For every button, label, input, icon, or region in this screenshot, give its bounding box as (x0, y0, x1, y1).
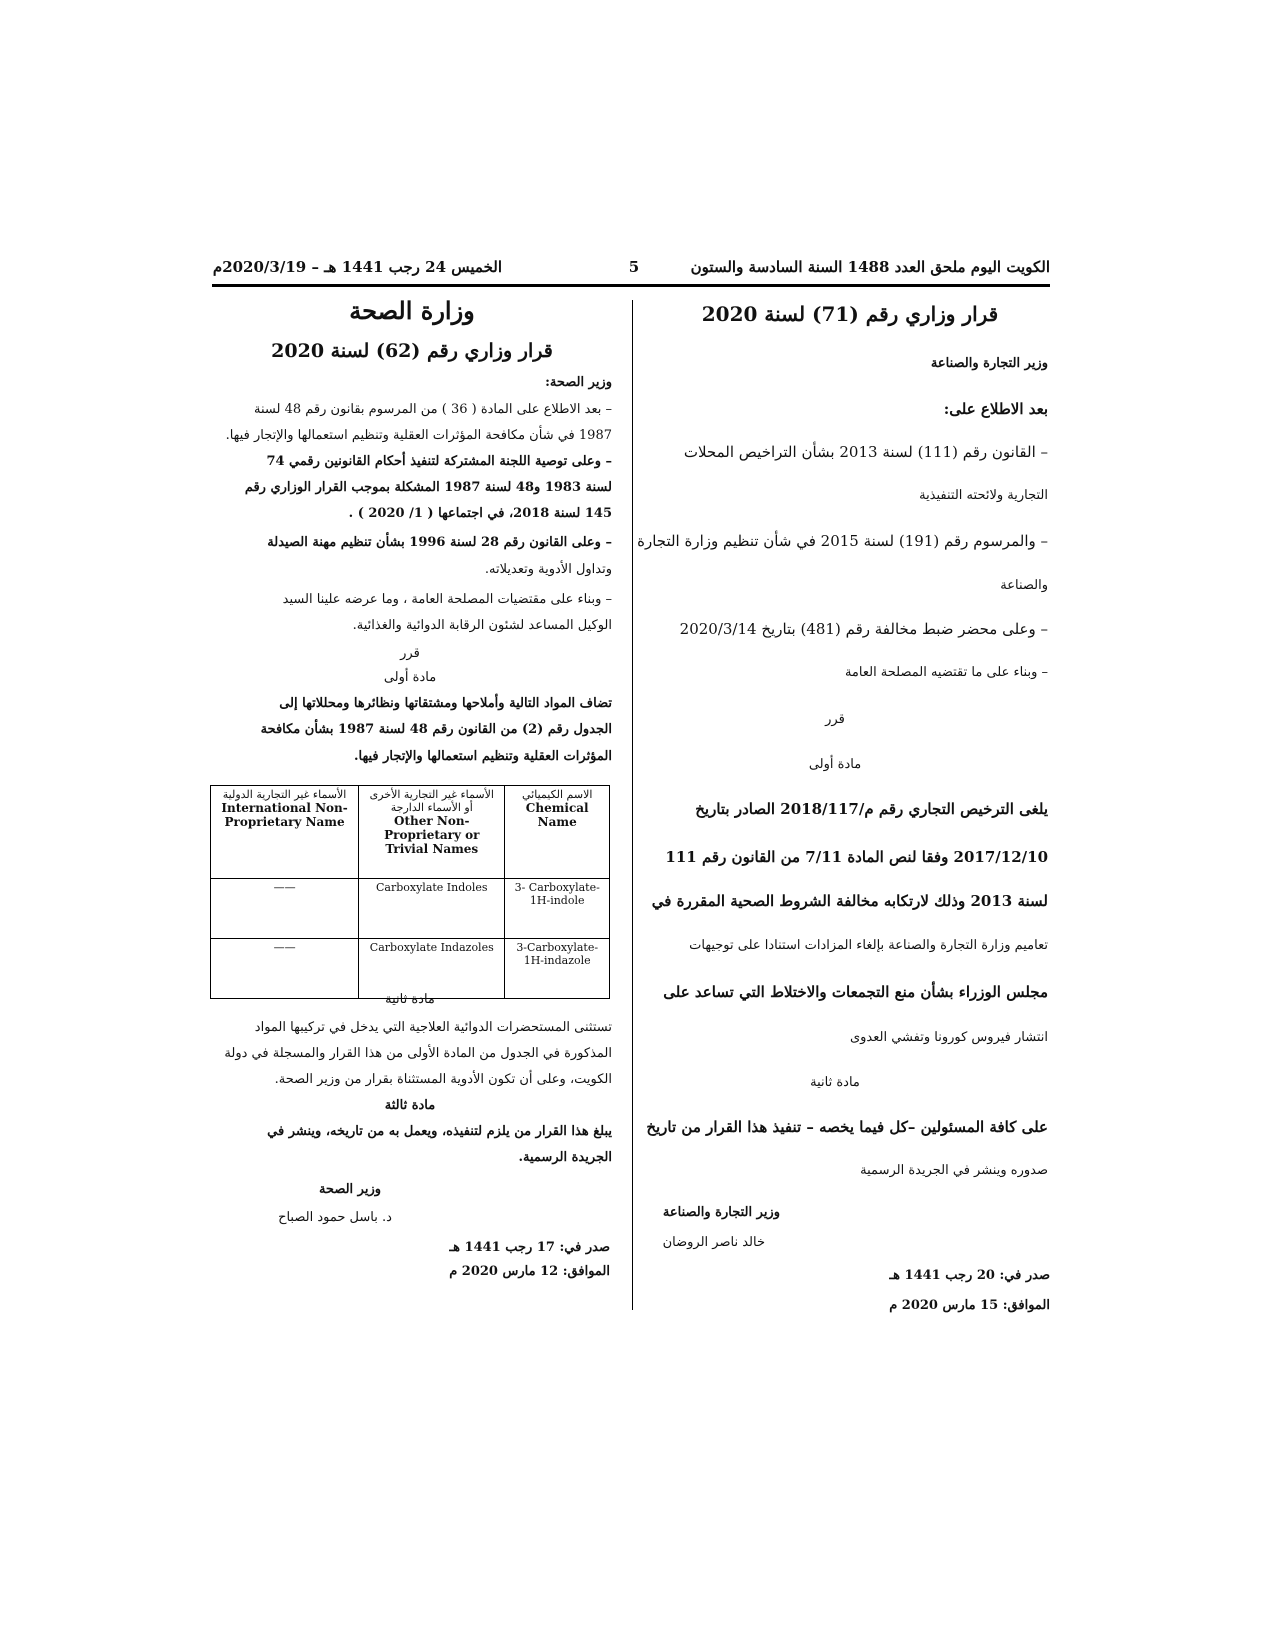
header-rule (212, 284, 1050, 287)
left-text-line: يبلغ هذا القرار من يلزم لتنفيذه، ويعمل به من تاريخه، وينشر في (267, 1124, 612, 1139)
header-issue-info: الكويت اليوم ملحق العدد 1488 السنة السادسة والستون (690, 258, 1050, 276)
left-text-line: – وعلى توصية اللجنة المشتركة لتنفيذ أحكام القانونين رقمي 74 (266, 454, 612, 469)
right-issued-date: صدر في: 20 رجب 1441 هـ (889, 1268, 1050, 1283)
table-cell-intl: —— (211, 879, 359, 939)
header-date: الخميس 24 رجب 1441 هـ – 2020/3/19م (212, 258, 502, 276)
col-header-chemical-name: الاسم الكيميائي Chemical Name (505, 786, 610, 879)
col-header-other-names: الأسماء غير التجارية الأخرى أو الأسماء الدارجة Other Non-Proprietary or Trivial Names (359, 786, 505, 879)
left-signatory-title: وزير الصحة (318, 1182, 382, 1197)
left-text-line: 145 لسنة 2018، في اجتماعها ( 1/ 2020 ) . (348, 506, 612, 521)
right-text-line: – وعلى محضر ضبط مخالفة رقم (481) بتاريخ 2020/3/14 (679, 620, 1048, 638)
page-number: 5 (628, 258, 640, 276)
left-article-3-heading: مادة ثالثة (384, 1098, 436, 1113)
left-text-line: لسنة 1983 و48 لسنة 1987 المشكلة بموجب القرار الوزاري رقم (244, 480, 612, 495)
left-text-line: الكويت، وعلى أن تكون الأدوية المستثناة بقرار من وزير الصحة. (274, 1072, 612, 1087)
table-row (211, 939, 610, 999)
right-text-line: لسنة 2013 وذلك لارتكابه مخالفة الشروط الصحية المقررة في (651, 892, 1048, 910)
left-signatory-name: د. باسل حمود الصباح (278, 1210, 392, 1225)
right-text-line: – والمرسوم رقم (191) لسنة 2015 في شأن تنظيم وزارة التجارة (637, 532, 1048, 550)
right-signatory-name: خالد ناصر الروضان (662, 1235, 765, 1250)
ministry-title: وزارة الصحة (349, 296, 475, 325)
right-text-line: – القانون رقم (111) لسنة 2013 بشأن التراخيص المحلات (683, 443, 1048, 461)
left-decree-title: قرار وزاري رقم (62) لسنة 2020 (271, 340, 553, 362)
right-text-line: يلغى الترخيص التجاري رقم م/2018/117 الصادر بتاريخ (695, 800, 1048, 818)
table-cell-intl: —— (211, 939, 359, 999)
table-cell-chemical: 3- Carboxylate-1H-indole (505, 879, 610, 939)
right-signatory-title: وزير التجارة والصناعة (662, 1205, 780, 1220)
left-text-line: الجريدة الرسمية. (518, 1150, 612, 1165)
left-article-1-heading: مادة أولى (383, 670, 437, 685)
left-article-2-heading: مادة ثانية (385, 992, 435, 1007)
left-decided-label: قرر (400, 646, 420, 661)
right-text-line: بعد الاطلاع على: (943, 400, 1048, 418)
left-corresponding-date: الموافق: 12 مارس 2020 م (449, 1264, 610, 1279)
right-text-line: – وبناء على ما تقتضيه المصلحة العامة (844, 665, 1048, 680)
right-decree-title: قرار وزاري رقم (71) لسنة 2020 (701, 302, 999, 326)
right-text-line: على كافة المسئولين –كل فيما يخصه – تنفيذ هذا القرار من تاريخ (646, 1118, 1048, 1136)
table-cell-chemical: 3-Carboxylate-1H-indazole (505, 939, 610, 999)
table-header-row (211, 786, 610, 879)
table-cell-other: Carboxylate Indoles (359, 879, 505, 939)
left-text-line: تستثنى المستحضرات الدوائية العلاجية التي يدخل في تركيبها المواد (254, 1020, 612, 1035)
right-article-2-heading: مادة ثانية (810, 1075, 860, 1090)
left-text-line: 1987 في شأن مكافحة المؤثرات العقلية وتنظيم استعمالها والإتجار فيها. (225, 428, 612, 443)
right-text-line: التجارية ولائحته التنفيذية (919, 488, 1048, 503)
right-decided-label: قرر (825, 712, 845, 727)
left-text-line: الوكيل المساعد لشئون الرقابة الدوائية والغذائية. (352, 618, 612, 633)
left-text-line: المذكورة في الجدول من المادة الأولى من هذا القرار والمسجلة في دولة (224, 1046, 612, 1061)
left-text-line: الجدول رقم (2) من القانون رقم 48 لسنة 1987 بشأن مكافحة (260, 722, 612, 737)
right-minister-line: وزير التجارة والصناعة (930, 356, 1048, 371)
left-issued-date: صدر في: 17 رجب 1441 هـ (449, 1240, 610, 1255)
right-text-line: مجلس الوزراء بشأن منع التجمعات والاختلاط التي تساعد على (663, 983, 1048, 1001)
left-text-line: وتداول الأدوية وتعديلاته. (484, 562, 612, 577)
right-text-line: والصناعة (1000, 578, 1048, 593)
right-text-line: 2017/12/10 وفقا لنص المادة 7/11 من القانون رقم 111 (665, 848, 1048, 866)
left-minister-line: وزير الصحة: (545, 375, 612, 390)
right-article-1-heading: مادة أولى (808, 757, 862, 772)
left-text-line: – وبناء على مقتضيات المصلحة العامة ، وما عرضه علينا السيد (282, 592, 612, 607)
table-row (211, 879, 610, 939)
column-divider (632, 300, 633, 1310)
col-header-international-names: الأسماء غير التجارية الدولية International Non-Proprietary Name (211, 786, 359, 879)
substances-table (210, 785, 610, 999)
right-corresponding-date: الموافق: 15 مارس 2020 م (889, 1298, 1050, 1313)
left-text-line: – وعلى القانون رقم 28 لسنة 1996 بشأن تنظيم مهنة الصيدلة (267, 535, 612, 550)
left-text-line: المؤثرات العقلية وتنظيم استعمالها والإتجار فيها. (353, 749, 612, 764)
left-text-line: – بعد الاطلاع على المادة ( 36 ) من المرسوم بقانون رقم 48 لسنة (253, 402, 612, 417)
right-text-line: صدوره وينشر في الجريدة الرسمية (860, 1163, 1048, 1178)
right-text-line: تعاميم وزارة التجارة والصناعة بإلغاء المزادات استنادا على توجيهات (689, 938, 1048, 953)
table-cell-other: Carboxylate Indazoles (359, 939, 505, 999)
right-text-line: انتشار فيروس كورونا وتفشي العدوى (849, 1030, 1048, 1045)
left-text-line: تضاف المواد التالية وأملاحها ومشتقاتها ونظائرها ومحللاتها إلى (279, 696, 612, 711)
